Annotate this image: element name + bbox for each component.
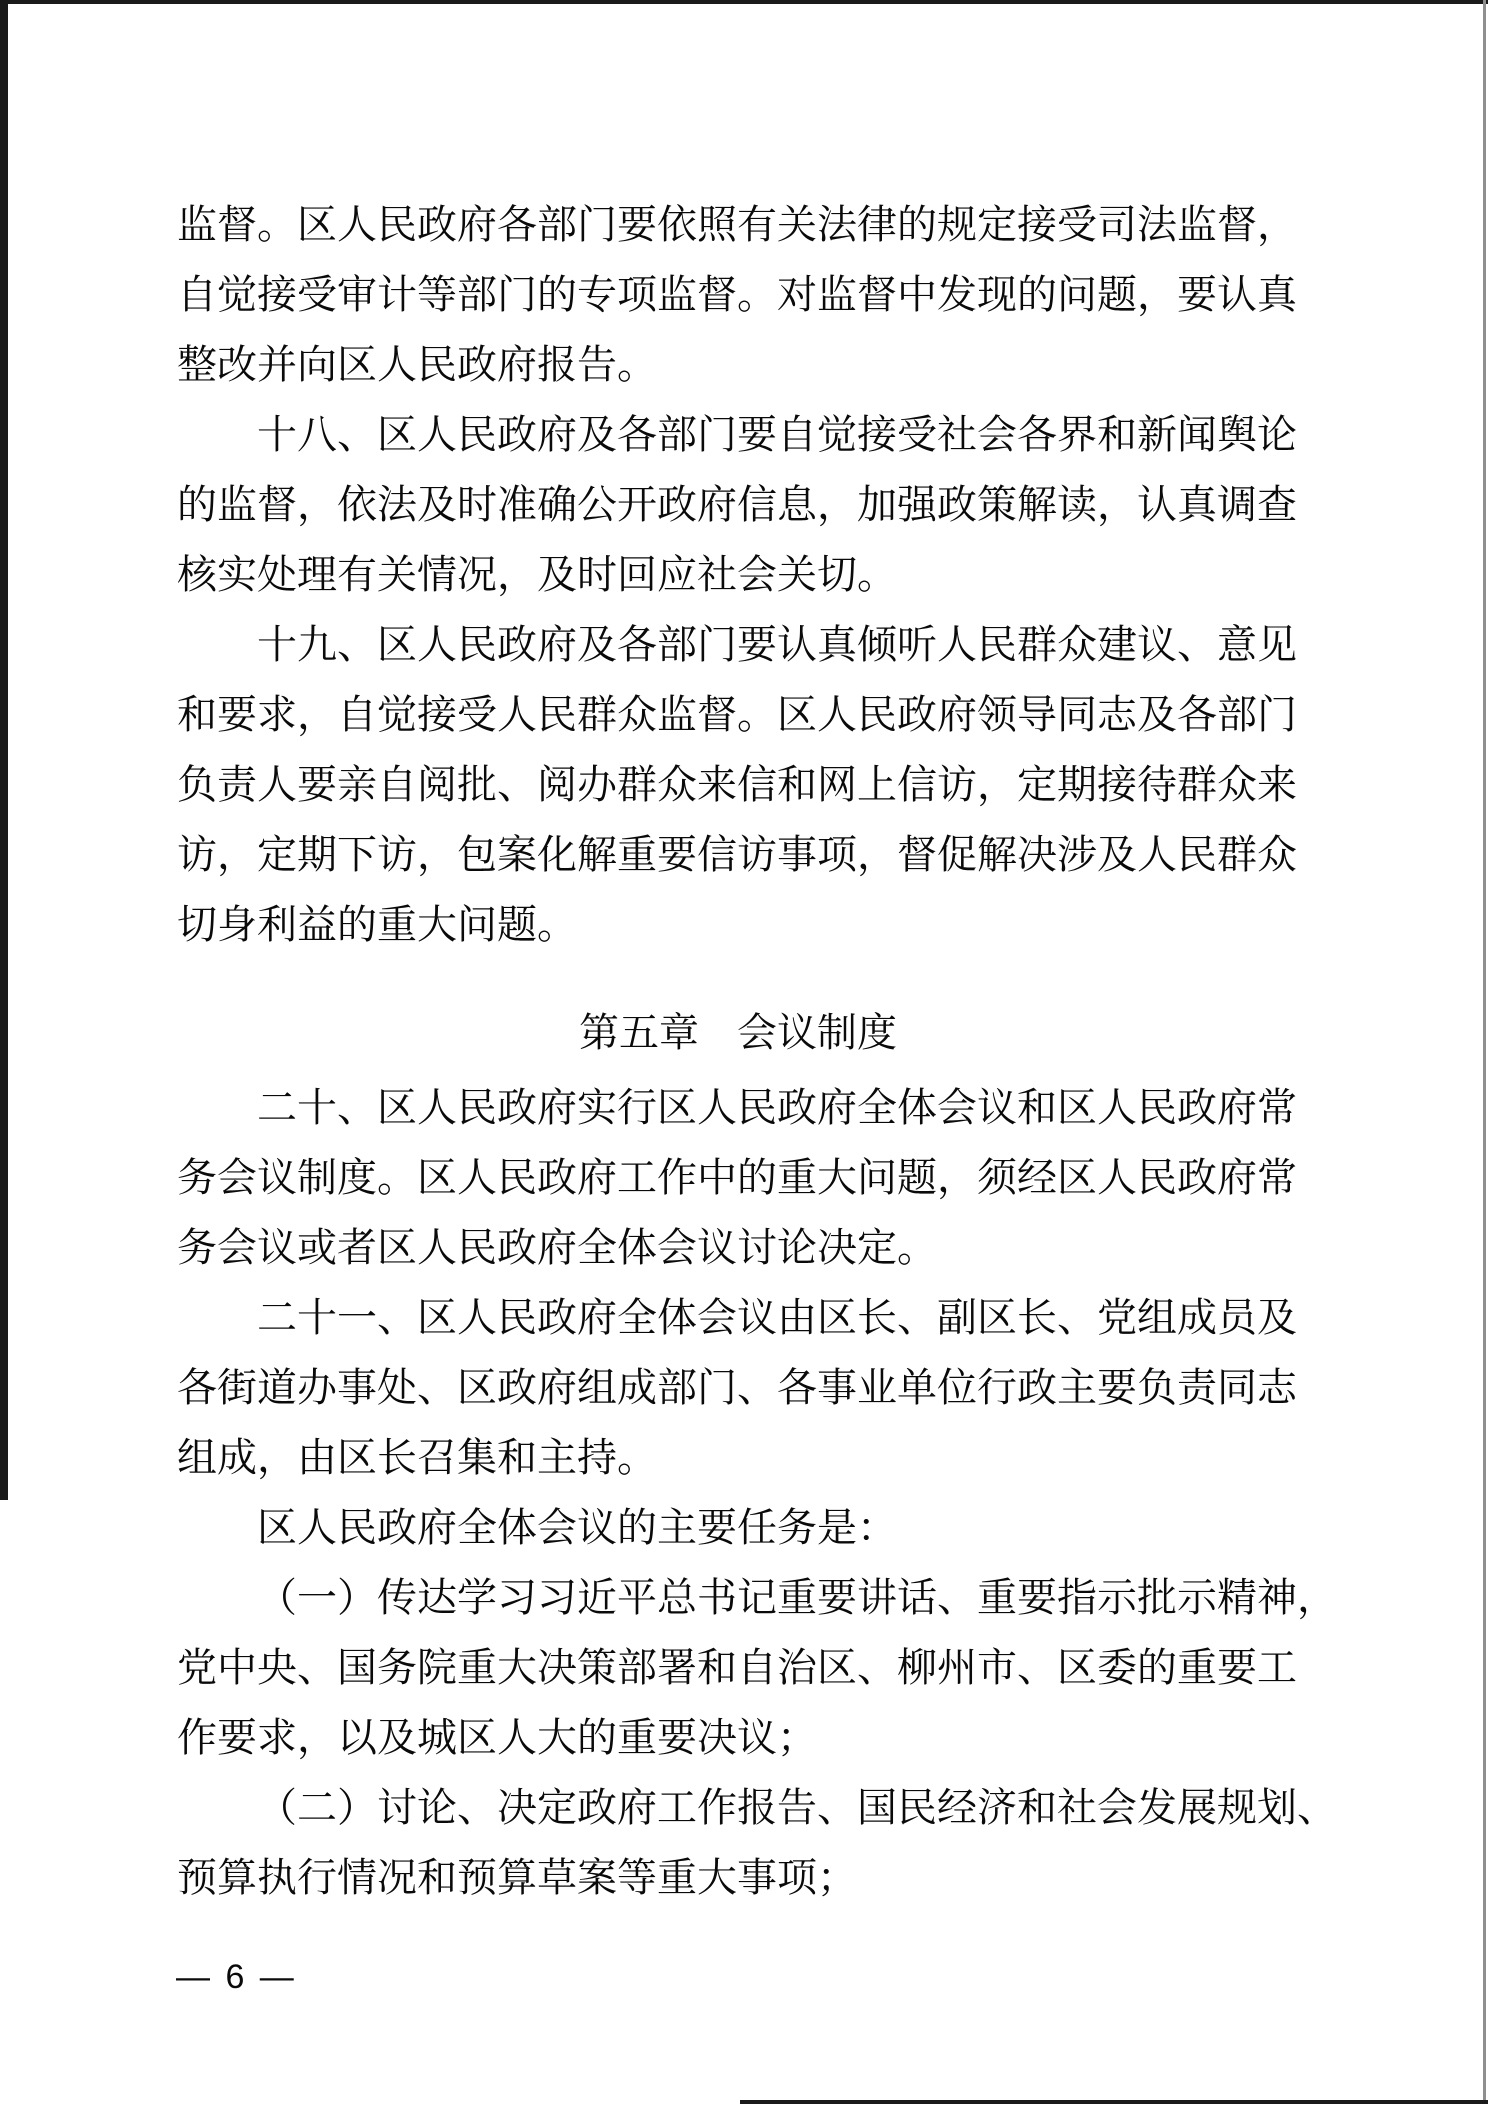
document-line: 切身利益的重大问题。 [177, 903, 577, 947]
document-line: 区人民政府全体会议的主要任务是： [257, 1506, 897, 1550]
scan-edge-bottom [740, 2100, 1488, 2104]
document-line: 务会议制度。区人民政府工作中的重大问题，须经区人民政府常 [177, 1156, 1297, 1200]
scan-edge-right [1483, 0, 1486, 2104]
document-line: 十八、区人民政府及各部门要自觉接受社会各界和新闻舆论 [257, 413, 1297, 457]
document-line: 预算执行情况和预算草案等重大事项； [177, 1856, 857, 1900]
document-line: （二）讨论、决定政府工作报告、国民经济和社会发展规划、 [257, 1786, 1337, 1830]
document-body [177, 190, 1337, 1913]
scan-edge-left [0, 0, 8, 1500]
document-line: 十九、区人民政府及各部门要认真倾听人民群众建议、意见 [257, 623, 1297, 667]
chapter-number: 第五章 [579, 1011, 699, 1055]
scan-edge-top [0, 0, 1488, 4]
document-line: 负责人要亲自阅批、阅办群众来信和网上信访，定期接待群众来 [177, 763, 1297, 807]
document-line: 整改并向区人民政府报告。 [177, 343, 657, 387]
document-line: 访，定期下访，包案化解重要信访事项，督促解决涉及人民群众 [177, 833, 1297, 877]
paragraphs-before-heading [177, 190, 1299, 960]
document-line: 党中央、国务院重大决策部署和自治区、柳州市、区委的重要工 [177, 1646, 1297, 1690]
document-line: 各街道办事处、区政府组成部门、各事业单位行政主要负责同志 [177, 1366, 1297, 1410]
document-line: 作要求，以及城区人大的重要决议； [177, 1716, 817, 1760]
document-line: 自觉接受审计等部门的专项监督。对监督中发现的问题，要认真 [177, 273, 1297, 317]
document-line: 和要求，自觉接受人民群众监督。区人民政府领导同志及各部门 [177, 693, 1297, 737]
paragraphs-after-heading [177, 1073, 1337, 1913]
chapter-heading [177, 998, 1299, 1068]
document-line: （一）传达学习习近平总书记重要讲话、重要指示批示精神， [257, 1576, 1337, 1620]
document-line: 监督。区人民政府各部门要依照有关法律的规定接受司法监督， [177, 203, 1297, 247]
page-number: — 6 — [176, 1958, 294, 1996]
document-line: 核实处理有关情况，及时回应社会关切。 [177, 553, 897, 597]
document-line: 二十一、区人民政府全体会议由区长、副区长、党组成员及 [257, 1296, 1297, 1340]
chapter-title: 会议制度 [737, 1011, 897, 1055]
document-line: 二十、区人民政府实行区人民政府全体会议和区人民政府常 [257, 1086, 1297, 1130]
document-line: 的监督，依法及时准确公开政府信息，加强政策解读，认真调查 [177, 483, 1297, 527]
document-line: 务会议或者区人民政府全体会议讨论决定。 [177, 1226, 937, 1270]
document-line: 组成，由区长召集和主持。 [177, 1436, 657, 1480]
